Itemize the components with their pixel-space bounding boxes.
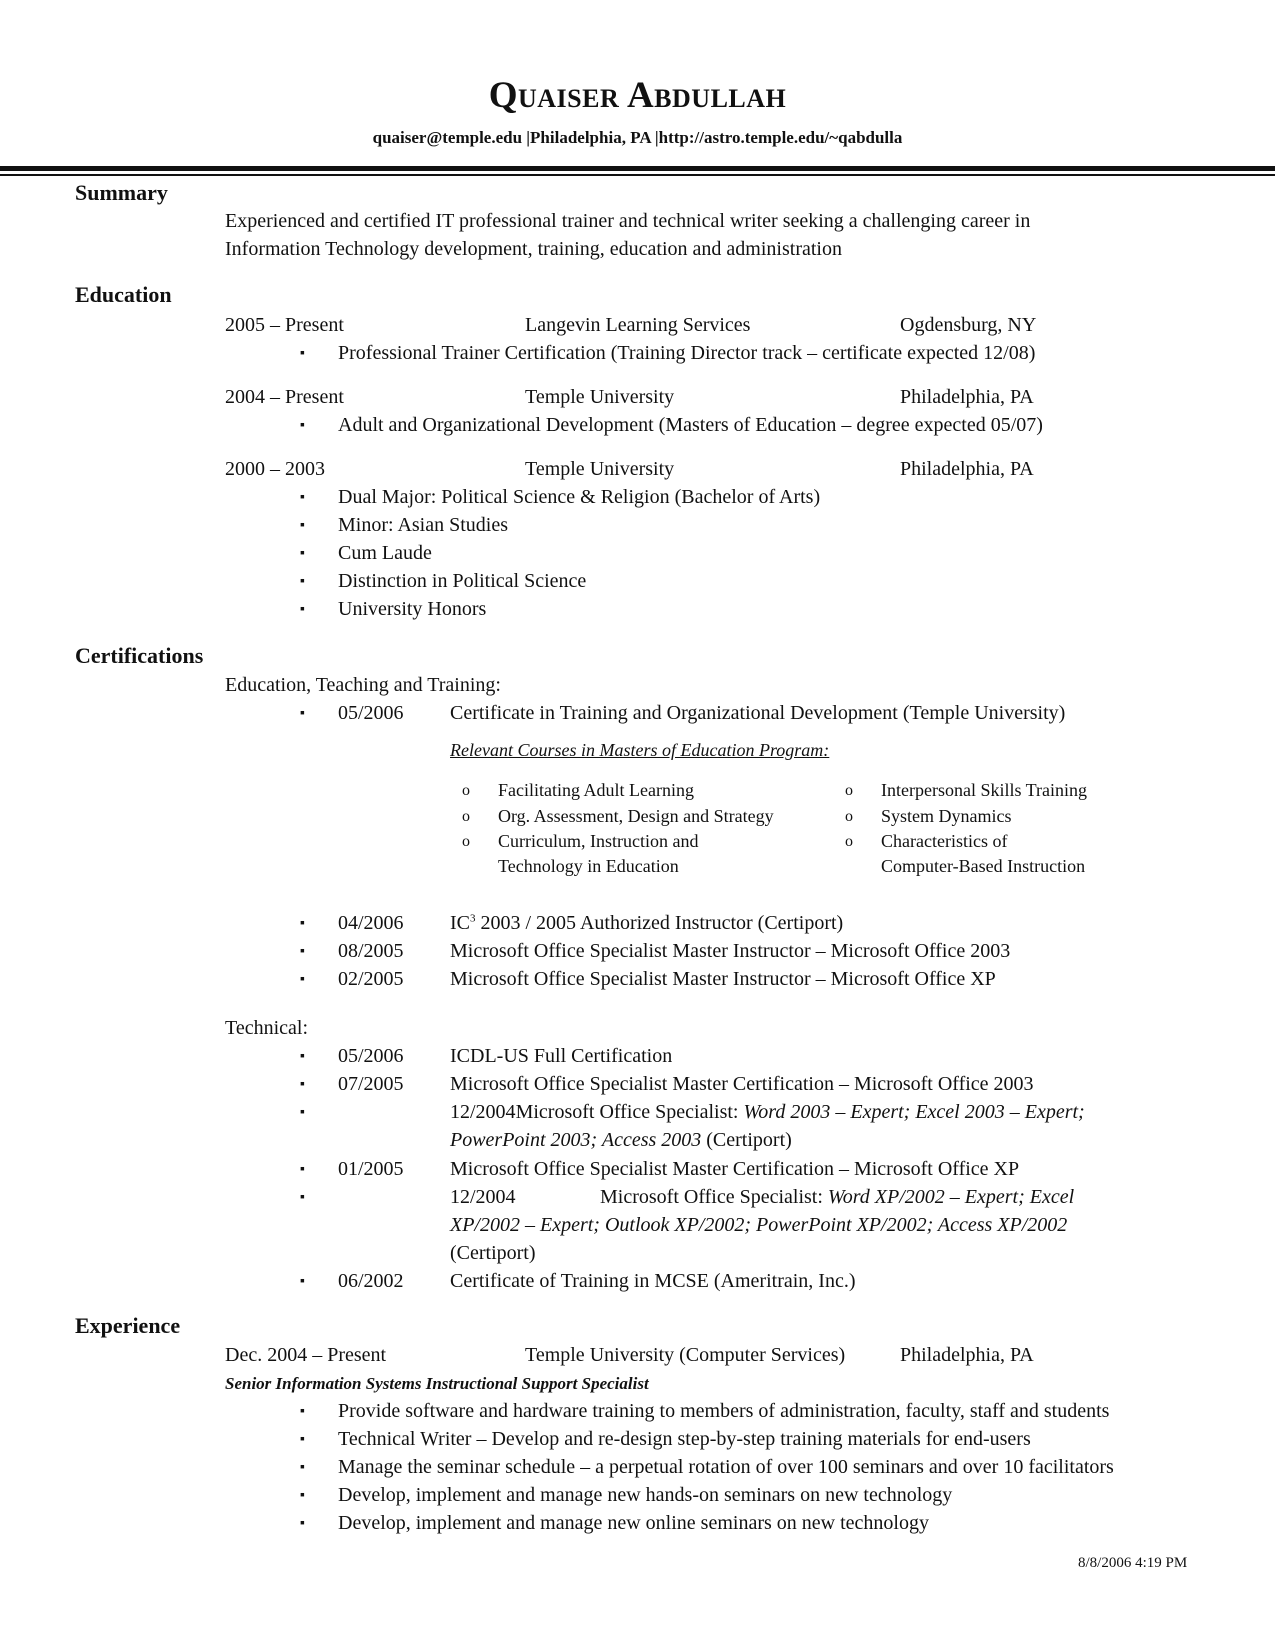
summary-line-2: Information Technology development, training, education and administration <box>225 238 842 260</box>
bullet-icon: ▪ <box>300 1404 305 1419</box>
education-item: University Honors <box>338 598 487 620</box>
cert-date: 12/2004 <box>450 1101 516 1123</box>
cert-text-prefix: IC <box>450 912 470 934</box>
bullet-icon: ▪ <box>300 574 305 589</box>
cert-text: Certificate of Training in MCSE (Ameritrain, Inc.) <box>450 1270 856 1292</box>
cert-text: Microsoft Office Specialist Master Instructor – Microsoft Office XP <box>450 968 996 990</box>
education-dates: 2005 – Present <box>225 314 344 336</box>
cert-text-continued <box>450 1129 792 1152</box>
education-dates: 2004 – Present <box>225 386 344 408</box>
bullet-icon: ▪ <box>300 916 305 931</box>
course-item: Org. Assessment, Design and Strategy <box>498 806 774 826</box>
cert-text-a: Microsoft Office Specialist: <box>515 1101 744 1123</box>
cert-text-d: (Certiport) <box>701 1129 792 1151</box>
education-location: Philadelphia, PA <box>900 458 1034 480</box>
bullet-icon: ▪ <box>300 1488 305 1503</box>
bullet-icon: ▪ <box>300 1274 305 1289</box>
course-item: Curriculum, Instruction and <box>498 831 699 851</box>
bullet-icon: ▪ <box>300 706 305 721</box>
course-item: Computer-Based Instruction <box>881 856 1086 876</box>
bullet-icon: ▪ <box>300 1077 305 1092</box>
course-item: Facilitating Adult Learning <box>498 780 694 800</box>
header-rule-thin <box>0 174 1275 176</box>
courses-heading: Relevant Courses in Masters of Education Program: <box>450 740 830 760</box>
experience-item: Develop, implement and manage new online seminars on new technology <box>338 1512 929 1534</box>
cert-text-c: PowerPoint 2003; Access 2003 <box>450 1129 702 1151</box>
circle-bullet-icon: o <box>845 833 853 850</box>
course-item: Characteristics of <box>881 831 1008 851</box>
cert-text-a: Microsoft Office Specialist: <box>600 1186 828 1208</box>
course-item: Interpersonal Skills Training <box>881 780 1087 800</box>
experience-dates: Dec. 2004 – Present <box>225 1344 387 1366</box>
cert-text-b: Word XP/2002 – Expert; Excel <box>827 1186 1075 1208</box>
section-heading-certifications: Certifications <box>75 643 204 668</box>
cert-text-d: (Certiport) <box>450 1242 536 1264</box>
cert-group-heading: Technical: <box>225 1017 308 1039</box>
education-item: Adult and Organizational Development (Masters of Education – degree expected 05/07) <box>338 414 1043 436</box>
education-item: Dual Major: Political Science & Religion (Bachelor of Arts) <box>338 486 821 508</box>
experience-item: Provide software and hardware training to members of administration, faculty, staff and students <box>338 1400 1110 1422</box>
cert-group-heading: Education, Teaching and Training: <box>225 674 501 696</box>
cert-date: 07/2005 <box>338 1073 404 1095</box>
cert-text-c: XP/2002 – Expert; Outlook XP/2002; PowerPoint XP/2002; Access XP/2002 <box>450 1214 1068 1236</box>
footer-timestamp: 8/8/2006 4:19 PM <box>1078 1555 1188 1571</box>
contact-line: quaiser@temple.edu |Philadelphia, PA |http://astro.temple.edu/~qabdulla <box>372 128 903 147</box>
education-dates: 2000 – 2003 <box>225 458 325 480</box>
experience-employer: Temple University (Computer Services) <box>525 1344 846 1366</box>
course-item: Technology in Education <box>498 856 679 876</box>
cert-text: Microsoft Office Specialist Master Instructor – Microsoft Office 2003 <box>450 940 1011 962</box>
experience-location: Philadelphia, PA <box>900 1344 1034 1366</box>
circle-bullet-icon: o <box>845 808 853 825</box>
cert-date: 12/2004 <box>450 1186 516 1208</box>
education-location: Ogdensburg, NY <box>900 314 1037 336</box>
cert-date: 05/2006 <box>338 1045 404 1067</box>
education-institution: Temple University <box>525 458 675 480</box>
education-item: Minor: Asian Studies <box>338 514 509 536</box>
cert-date: 06/2002 <box>338 1270 404 1292</box>
circle-bullet-icon: o <box>462 833 470 850</box>
experience-item: Manage the seminar schedule – a perpetual rotation of over 100 seminars and over 10 facilitators <box>338 1456 1114 1478</box>
bullet-icon: ▪ <box>300 1105 305 1120</box>
bullet-icon: ▪ <box>300 490 305 505</box>
experience-title: Senior Information Systems Instructional Support Specialist <box>225 1374 649 1393</box>
education-item: Professional Trainer Certification (Training Director track – certificate expected 12/08) <box>338 342 1036 364</box>
education-location: Philadelphia, PA <box>900 386 1034 408</box>
resume-name: Quaiser Abdullah <box>488 75 787 116</box>
header-rule-thick <box>0 166 1275 171</box>
cert-text <box>450 912 843 935</box>
cert-text <box>600 1186 1074 1209</box>
cert-text-b: Word 2003 – Expert; Excel 2003 – Expert; <box>743 1101 1085 1123</box>
cert-date: 04/2006 <box>338 912 404 934</box>
bullet-icon: ▪ <box>300 1460 305 1475</box>
circle-bullet-icon: o <box>462 782 470 799</box>
cert-date: 08/2005 <box>338 940 404 962</box>
bullet-icon: ▪ <box>300 346 305 361</box>
bullet-icon: ▪ <box>300 1162 305 1177</box>
bullet-icon: ▪ <box>300 1516 305 1531</box>
bullet-icon: ▪ <box>300 944 305 959</box>
section-heading-education: Education <box>75 282 172 307</box>
bullet-icon: ▪ <box>300 418 305 433</box>
cert-text: Microsoft Office Specialist Master Certification – Microsoft Office XP <box>450 1158 1020 1180</box>
cert-date: 05/2006 <box>338 702 404 724</box>
experience-item: Develop, implement and manage new hands-on seminars on new technology <box>338 1484 953 1506</box>
cert-text <box>450 1101 1085 1124</box>
section-heading-experience: Experience <box>75 1313 181 1338</box>
cert-text: ICDL-US Full Certification <box>450 1045 673 1067</box>
bullet-icon: ▪ <box>300 1049 305 1064</box>
cert-date: 01/2005 <box>338 1158 404 1180</box>
cert-text: Microsoft Office Specialist Master Certification – Microsoft Office 2003 <box>450 1073 1034 1095</box>
bullet-icon: ▪ <box>300 972 305 987</box>
circle-bullet-icon: o <box>845 782 853 799</box>
education-item: Distinction in Political Science <box>338 570 587 592</box>
cert-text: Certificate in Training and Organizational Development (Temple University) <box>450 702 1066 724</box>
bullet-icon: ▪ <box>300 1432 305 1447</box>
experience-item: Technical Writer – Develop and re-design step-by-step training materials for end-users <box>338 1428 1031 1450</box>
cert-date: 02/2005 <box>338 968 404 990</box>
cert-text-rest: 2003 / 2005 Authorized Instructor (Certiport) <box>475 912 844 934</box>
section-heading-summary: Summary <box>75 180 168 205</box>
education-institution: Temple University <box>525 386 675 408</box>
bullet-icon: ▪ <box>300 1190 305 1205</box>
education-institution: Langevin Learning Services <box>525 314 751 336</box>
bullet-icon: ▪ <box>300 602 305 617</box>
course-item: System Dynamics <box>881 806 1012 826</box>
circle-bullet-icon: o <box>462 808 470 825</box>
summary-line-1: Experienced and certified IT professional trainer and technical writer seeking a challenging career in <box>225 210 1031 232</box>
bullet-icon: ▪ <box>300 518 305 533</box>
education-item: Cum Laude <box>338 542 432 564</box>
cert-text-superscript: 3 <box>470 912 476 925</box>
bullet-icon: ▪ <box>300 546 305 561</box>
